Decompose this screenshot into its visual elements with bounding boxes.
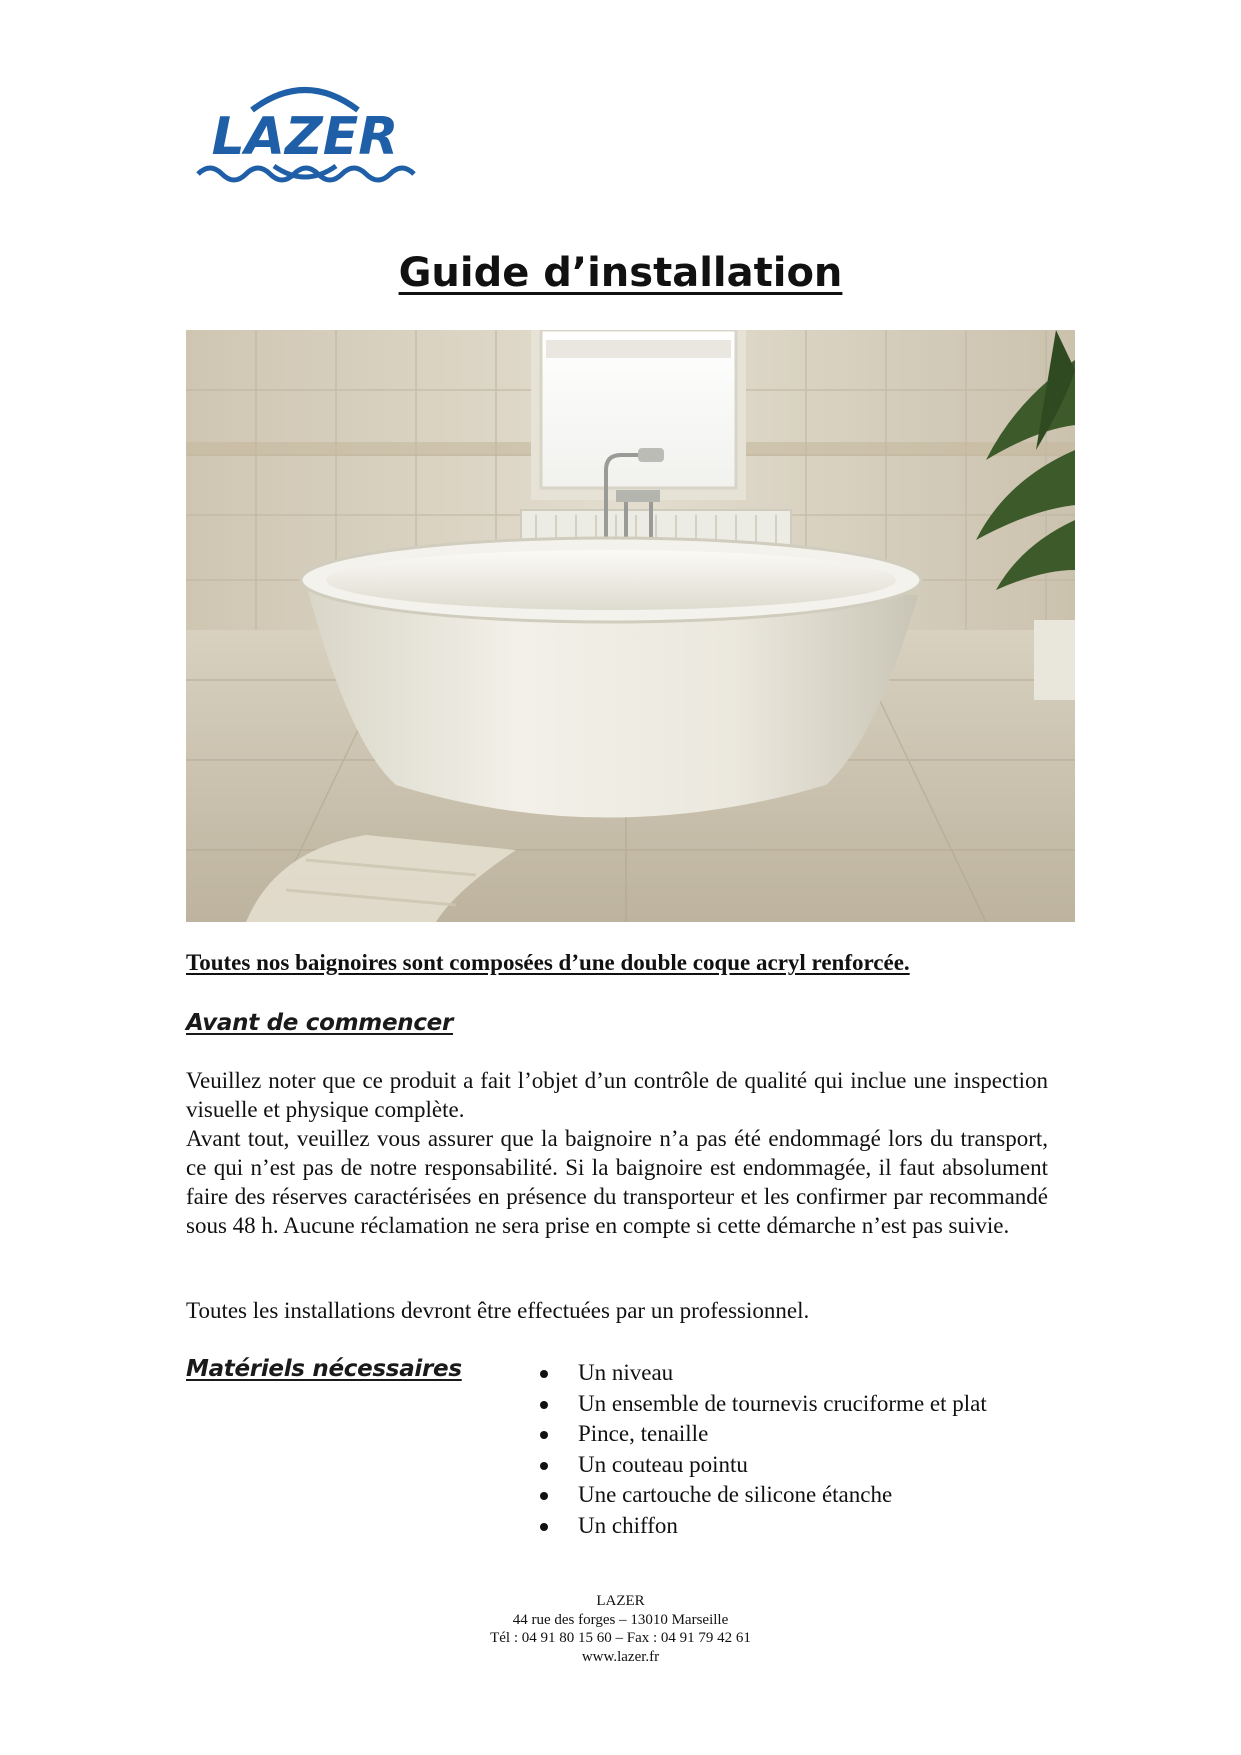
footer-address: 44 rue des forges – 13010 Marseille: [512, 1611, 729, 1628]
footer-company: LAZER: [596, 1593, 645, 1609]
paragraph-quality-control: Veuillez noter que ce produit a fait l’objet d’un contrôle de qualité qui inclue une inspection visuelle et physique complète.: [186, 1068, 1048, 1122]
lead-statement: Toutes nos baignoires sont composées d’une double coque acryl renforcée.: [186, 950, 910, 975]
paragraph-transport-damage: Avant tout, veuillez vous assurer que la baignoire n’a pas été endommagé lors du transport, ce qui n’est pas de notre responsabilité. Si la baignoire est endommagée, il faut absolument faire des réserves caractérisées en présence du transporteur et les confirmer par recommandé sous 48 h. Aucune réclamation ne sera prise en compte si cette démarche n’est pas suivie.: [186, 1126, 1048, 1238]
list-item: Un chiffon: [536, 1511, 987, 1542]
list-item: Un couteau pointu: [536, 1450, 987, 1481]
bathtub-photo: [186, 330, 1075, 922]
page-title: Guide d’installation: [398, 250, 843, 296]
list-item: Un niveau: [536, 1358, 987, 1389]
list-item: Un ensemble de tournevis cruciforme et plat: [536, 1389, 987, 1420]
logo-text: LAZER: [211, 107, 399, 167]
footer-phone: Tél : 04 91 80 15 60 – Fax : 04 91 79 42 61: [490, 1630, 751, 1646]
heading-avant-de-commencer: Avant de commencer: [186, 1010, 454, 1036]
footer: [0, 1592, 1241, 1666]
lazer-logo: [190, 76, 420, 186]
paragraph-professional-install: Toutes les installations devront être effectuées par un professionnel.: [186, 1298, 810, 1323]
list-item: Une cartouche de silicone étanche: [536, 1480, 987, 1511]
list-item: Pince, tenaille: [536, 1419, 987, 1450]
heading-materiels-necessaires: Matériels nécessaires: [186, 1356, 462, 1382]
footer-website: www.lazer.fr: [581, 1648, 660, 1665]
materials-list: [536, 1358, 987, 1541]
